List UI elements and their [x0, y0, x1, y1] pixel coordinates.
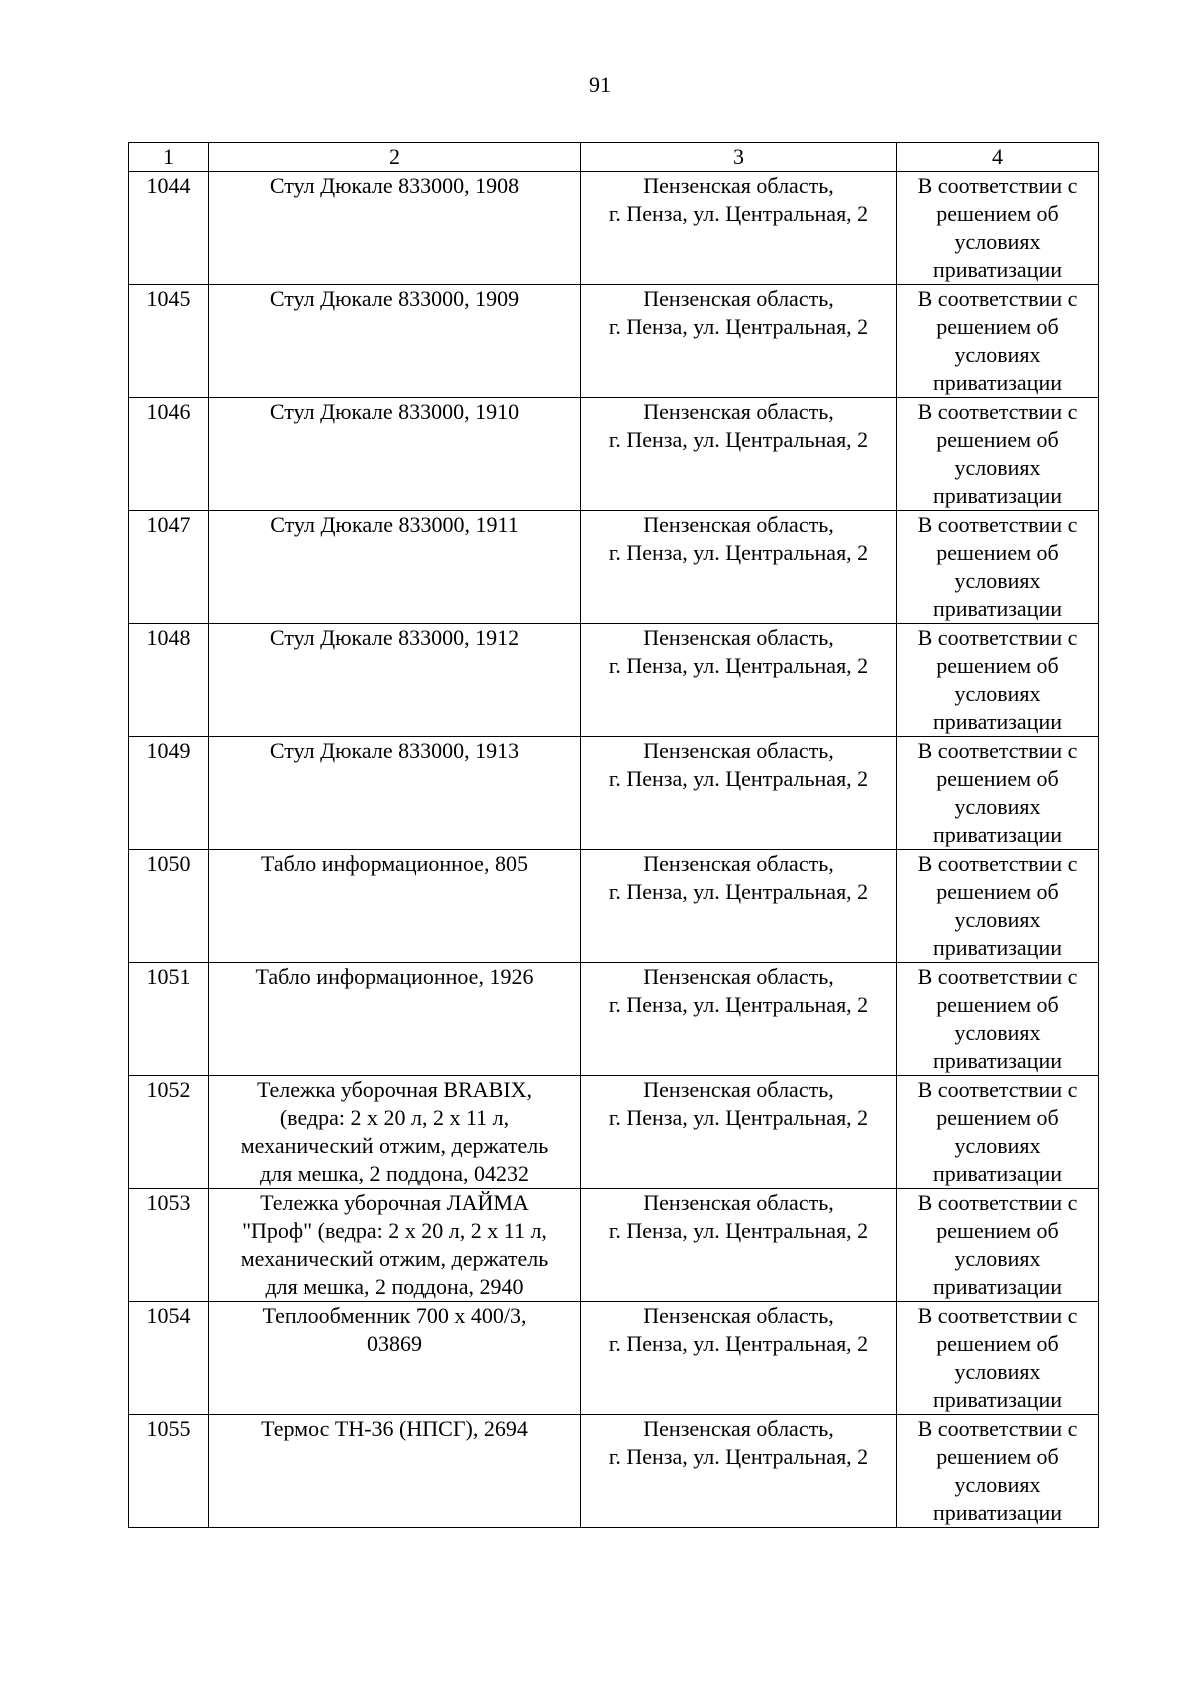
item-name-cell	[209, 1189, 581, 1302]
column-header-4: 4	[897, 143, 1099, 172]
item-name-cell-line: Табло информационное, 805	[261, 851, 528, 876]
condition-cell-line: решением об	[936, 1331, 1059, 1356]
address-cell-line: г. Пенза, ул. Центральная, 2	[608, 879, 869, 904]
condition-cell	[897, 1415, 1099, 1528]
item-name-cell-line: Стул Дюкале 833000, 1912	[269, 625, 520, 650]
condition-cell-line: условиях	[954, 568, 1041, 593]
row-number-cell: 1055	[129, 1415, 209, 1528]
item-name-cell-line: Стул Дюкале 833000, 1910	[269, 399, 520, 424]
condition-cell	[897, 285, 1099, 398]
row-number-cell: 1045	[129, 285, 209, 398]
condition-cell-line: приватизации	[932, 709, 1062, 734]
address-cell-line: Пензенская область,	[643, 1303, 834, 1328]
row-number-cell: 1051	[129, 963, 209, 1076]
item-name-cell-line: Табло информационное, 1926	[255, 964, 534, 989]
row-number-cell: 1048	[129, 624, 209, 737]
item-name-cell	[209, 737, 581, 850]
condition-cell-line: условиях	[954, 681, 1041, 706]
address-cell	[581, 398, 897, 511]
condition-cell-line: решением об	[936, 1218, 1059, 1243]
condition-cell-line: В соответствии с	[917, 286, 1078, 311]
item-name-cell	[209, 624, 581, 737]
condition-cell	[897, 737, 1099, 850]
condition-cell-line: решением об	[936, 766, 1059, 791]
condition-cell-line: В соответствии с	[917, 964, 1078, 989]
item-name-cell-line: 03869	[367, 1331, 422, 1356]
table-row	[129, 1302, 1099, 1415]
condition-cell-line: приватизации	[932, 1161, 1062, 1186]
address-cell	[581, 963, 897, 1076]
column-header-3: 3	[581, 143, 897, 172]
condition-cell-line: В соответствии с	[917, 1303, 1078, 1328]
address-cell-line: г. Пенза, ул. Центральная, 2	[608, 201, 869, 226]
address-cell-line: г. Пенза, ул. Центральная, 2	[608, 540, 869, 565]
condition-cell-line: приватизации	[932, 370, 1062, 395]
condition-cell-line: условиях	[954, 342, 1041, 367]
row-number-cell: 1044	[129, 172, 209, 285]
item-name-cell	[209, 285, 581, 398]
table-row	[129, 1189, 1099, 1302]
condition-cell	[897, 850, 1099, 963]
condition-cell-line: решением об	[936, 314, 1059, 339]
item-name-cell-line: механический отжим, держатель	[240, 1133, 549, 1158]
table-row	[129, 398, 1099, 511]
item-name-cell-line: Стул Дюкале 833000, 1908	[269, 173, 520, 198]
item-name-cell-line: "Проф" (ведра: 2 х 20 л, 2 х 11 л,	[242, 1218, 547, 1243]
condition-cell	[897, 624, 1099, 737]
item-name-cell-line: для мешка, 2 поддона, 2940	[265, 1274, 524, 1299]
address-cell-line: Пензенская область,	[643, 173, 834, 198]
condition-cell-line: решением об	[936, 1105, 1059, 1130]
condition-cell-line: решением об	[936, 1444, 1059, 1469]
condition-cell-line: приватизации	[932, 1500, 1062, 1525]
item-name-cell	[209, 398, 581, 511]
condition-cell-line: решением об	[936, 201, 1059, 226]
item-name-cell	[209, 963, 581, 1076]
item-name-cell-line: Тележка уборочная BRABIX,	[256, 1077, 533, 1102]
column-header-1: 1	[129, 143, 209, 172]
condition-cell-line: условиях	[954, 907, 1041, 932]
address-cell-line: Пензенская область,	[643, 625, 834, 650]
condition-cell-line: В соответствии с	[917, 851, 1078, 876]
table-row	[129, 1415, 1099, 1528]
condition-cell-line: приватизации	[932, 257, 1062, 282]
condition-cell-line: приватизации	[932, 822, 1062, 847]
table-row	[129, 511, 1099, 624]
table-header-row	[129, 143, 1099, 172]
condition-cell-line: приватизации	[932, 935, 1062, 960]
condition-cell-line: В соответствии с	[917, 1077, 1078, 1102]
item-name-cell	[209, 172, 581, 285]
row-number-cell: 1053	[129, 1189, 209, 1302]
condition-cell-line: условиях	[954, 1020, 1041, 1045]
condition-cell-line: решением об	[936, 427, 1059, 452]
item-name-cell-line: Термос ТН-36 (НПСГ), 2694	[261, 1416, 528, 1441]
condition-cell-line: В соответствии с	[917, 1416, 1078, 1441]
address-cell-line: Пензенская область,	[643, 512, 834, 537]
condition-cell	[897, 963, 1099, 1076]
condition-cell	[897, 1302, 1099, 1415]
item-name-cell-line: (ведра: 2 х 20 л, 2 х 11 л,	[279, 1105, 510, 1130]
item-name-cell-line: Теплообменник 700 х 400/3,	[262, 1303, 527, 1328]
address-cell-line: Пензенская область,	[643, 964, 834, 989]
table-row	[129, 963, 1099, 1076]
condition-cell-line: условиях	[954, 455, 1041, 480]
condition-cell-line: решением об	[936, 992, 1059, 1017]
item-name-cell	[209, 1415, 581, 1528]
table-row	[129, 1076, 1099, 1189]
condition-cell-line: В соответствии с	[917, 738, 1078, 763]
address-cell	[581, 1415, 897, 1528]
condition-cell-line: условиях	[954, 1133, 1041, 1158]
condition-cell	[897, 172, 1099, 285]
address-cell-line: Пензенская область,	[643, 286, 834, 311]
address-cell	[581, 511, 897, 624]
address-cell	[581, 624, 897, 737]
address-cell	[581, 1076, 897, 1189]
address-cell-line: Пензенская область,	[643, 399, 834, 424]
condition-cell-line: решением об	[936, 879, 1059, 904]
condition-cell-line: условиях	[954, 794, 1041, 819]
condition-cell-line: условиях	[954, 1472, 1041, 1497]
address-cell-line: г. Пенза, ул. Центральная, 2	[608, 314, 869, 339]
item-name-cell	[209, 1076, 581, 1189]
table-row	[129, 285, 1099, 398]
item-name-cell-line: Стул Дюкале 833000, 1909	[269, 286, 520, 311]
table-row	[129, 172, 1099, 285]
property-table	[128, 142, 1099, 1528]
address-cell	[581, 172, 897, 285]
address-cell-line: г. Пенза, ул. Центральная, 2	[608, 766, 869, 791]
item-name-cell-line: для мешка, 2 поддона, 04232	[259, 1161, 530, 1186]
address-cell-line: г. Пенза, ул. Центральная, 2	[608, 427, 869, 452]
table-row	[129, 624, 1099, 737]
row-number-cell: 1046	[129, 398, 209, 511]
condition-cell-line: решением об	[936, 540, 1059, 565]
item-name-cell-line: механический отжим, держатель	[240, 1246, 549, 1271]
condition-cell-line: условиях	[954, 229, 1041, 254]
item-name-cell	[209, 511, 581, 624]
row-number-cell: 1052	[129, 1076, 209, 1189]
item-name-cell-line: Стул Дюкале 833000, 1913	[269, 738, 520, 763]
condition-cell-line: В соответствии с	[917, 625, 1078, 650]
table-body	[129, 172, 1099, 1528]
address-cell-line: г. Пенза, ул. Центральная, 2	[608, 1331, 869, 1356]
address-cell-line: г. Пенза, ул. Центральная, 2	[608, 653, 869, 678]
item-name-cell-line: Стул Дюкале 833000, 1911	[270, 512, 519, 537]
table-row	[129, 850, 1099, 963]
condition-cell	[897, 511, 1099, 624]
condition-cell-line: условиях	[954, 1246, 1041, 1271]
condition-cell-line: условиях	[954, 1359, 1041, 1384]
address-cell-line: г. Пенза, ул. Центральная, 2	[608, 1218, 869, 1243]
condition-cell-line: приватизации	[932, 1048, 1062, 1073]
address-cell	[581, 1302, 897, 1415]
condition-cell-line: В соответствии с	[917, 512, 1078, 537]
condition-cell-line: В соответствии с	[917, 173, 1078, 198]
condition-cell-line: приватизации	[932, 1274, 1062, 1299]
address-cell-line: г. Пенза, ул. Центральная, 2	[608, 1444, 869, 1469]
address-cell-line: Пензенская область,	[643, 1190, 834, 1215]
address-cell	[581, 737, 897, 850]
condition-cell-line: В соответствии с	[917, 399, 1078, 424]
address-cell-line: Пензенская область,	[643, 738, 834, 763]
item-name-cell-line: Тележка уборочная ЛАЙМА	[260, 1190, 529, 1215]
address-cell	[581, 1189, 897, 1302]
column-header-2: 2	[209, 143, 581, 172]
page-number: 91	[589, 72, 611, 97]
row-number-cell: 1054	[129, 1302, 209, 1415]
item-name-cell	[209, 850, 581, 963]
row-number-cell: 1049	[129, 737, 209, 850]
address-cell-line: г. Пенза, ул. Центральная, 2	[608, 1105, 869, 1130]
condition-cell-line: приватизации	[932, 596, 1062, 621]
condition-cell-line: решением об	[936, 653, 1059, 678]
row-number-cell: 1047	[129, 511, 209, 624]
address-cell-line: Пензенская область,	[643, 1077, 834, 1102]
address-cell	[581, 850, 897, 963]
condition-cell-line: В соответствии с	[917, 1190, 1078, 1215]
table-row	[129, 737, 1099, 850]
row-number-cell: 1050	[129, 850, 209, 963]
address-cell-line: Пензенская область,	[643, 851, 834, 876]
condition-cell-line: приватизации	[932, 483, 1062, 508]
condition-cell	[897, 1076, 1099, 1189]
condition-cell	[897, 1189, 1099, 1302]
item-name-cell	[209, 1302, 581, 1415]
address-cell-line: г. Пенза, ул. Центральная, 2	[608, 992, 869, 1017]
address-cell	[581, 285, 897, 398]
condition-cell-line: приватизации	[932, 1387, 1062, 1412]
condition-cell	[897, 398, 1099, 511]
address-cell-line: Пензенская область,	[643, 1416, 834, 1441]
